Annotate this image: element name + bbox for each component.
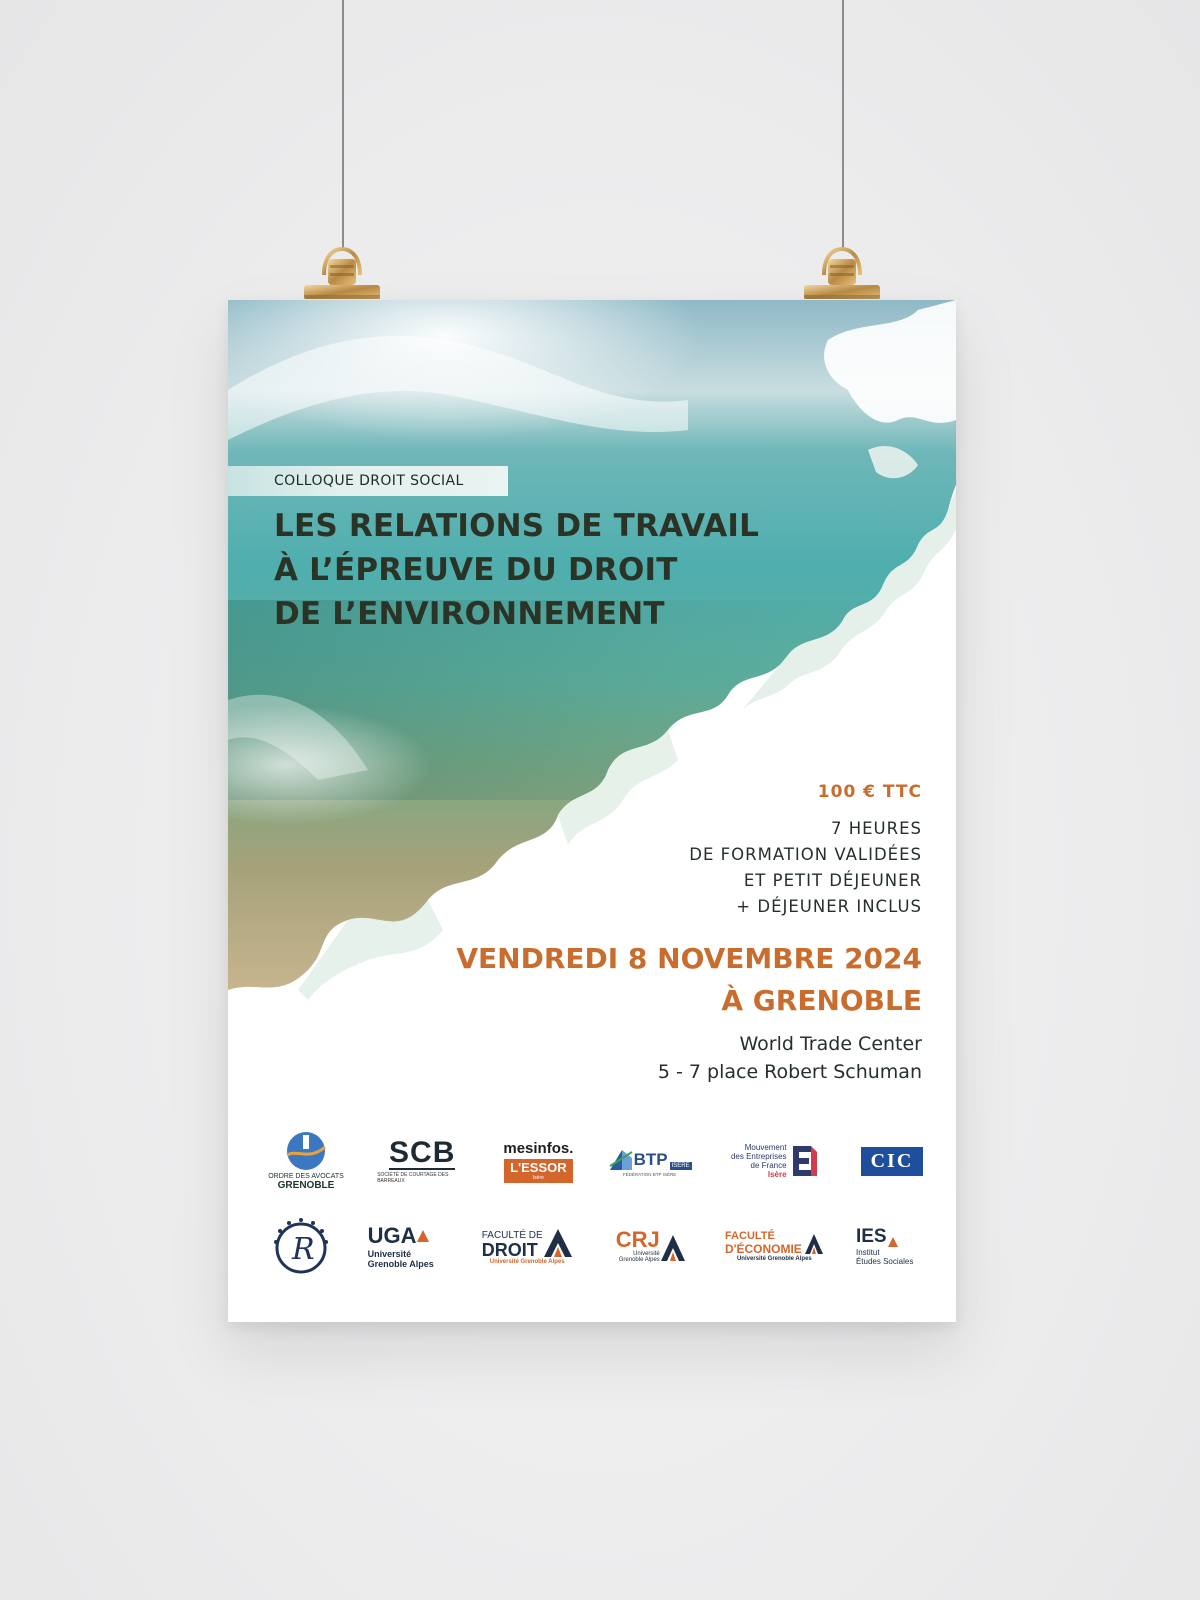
poster-title: [274, 504, 914, 636]
title-line-3: DE L’ENVIRONNEMENT: [274, 596, 665, 632]
uga-line-2: Grenoble Alpes: [367, 1259, 434, 1269]
eco-a-icon: [804, 1232, 824, 1256]
ies-line-2: Études Sociales: [855, 1257, 914, 1266]
avocats-emblem-icon: [283, 1131, 329, 1171]
city-line: À GRENOBLE: [721, 984, 922, 1017]
btp-badge: ISERE: [671, 1162, 690, 1169]
venue-block: [658, 1030, 922, 1086]
logo-r-stars: [266, 1215, 336, 1277]
hanging-string-right: [842, 0, 844, 250]
event-type-tag: [228, 466, 508, 496]
r-stars-emblem-icon: [270, 1215, 332, 1277]
venue-address: 5 - 7 place Robert Schuman: [657, 1061, 922, 1083]
date-line: VENDREDI 8 NOVEMBRE 2024: [456, 942, 922, 975]
title-line-2: À L’ÉPREUVE DU DROIT: [274, 552, 678, 588]
droit-a-icon: [543, 1227, 573, 1259]
logo-btp-isere: [610, 1146, 690, 1177]
sponsor-logos-row-1: [266, 1128, 926, 1194]
ies-line-1: Institut: [855, 1248, 880, 1257]
medef-line-4: Isère: [767, 1170, 787, 1179]
medef-text: [731, 1143, 787, 1179]
uga-mark-row: [368, 1223, 431, 1249]
crj-text: [616, 1229, 660, 1263]
droit-line-3: Université Grenoble Alpes: [489, 1259, 565, 1265]
essor-mark: L'ESSOR: [510, 1159, 567, 1175]
logo-medef-isere: [721, 1143, 827, 1179]
venue-name: World Trade Center: [739, 1033, 922, 1055]
hanging-string-left: [342, 0, 344, 250]
cic-mark: CIC: [861, 1147, 924, 1176]
event-date: [456, 938, 922, 1022]
medef-e-icon: [791, 1144, 817, 1178]
training-details: [689, 816, 922, 920]
avocats-line-1: ORDRE DES AVOCATS: [268, 1173, 344, 1180]
uga-mark: UGA: [367, 1223, 417, 1248]
droit-mark-row: [482, 1227, 573, 1259]
logo-cic: [858, 1147, 926, 1176]
crj-a-icon: [660, 1233, 686, 1263]
droit-line-1: FACULTÉ DE: [481, 1230, 543, 1241]
droit-text: [482, 1230, 543, 1259]
logo-faculte-economie: [724, 1230, 824, 1262]
scb-mark: SCB: [389, 1136, 456, 1169]
scb-subtitle: SOCIÉTÉ DE COURTAGE DES BARREAUX: [377, 1172, 449, 1184]
event-type-label: COLLOQUE DROIT SOCIAL: [274, 473, 464, 489]
crj-line-1: Université: [633, 1251, 660, 1257]
sponsor-logos-row-2: [266, 1214, 926, 1278]
eco-line-2: D'ÉCONOMIE: [724, 1242, 802, 1256]
droit-line-2: DROIT: [481, 1240, 538, 1260]
medef-line-3: de France: [750, 1161, 787, 1170]
detail-line-3: ET PETIT DÉJEUNER: [743, 871, 922, 890]
avocats-line-2: GRENOBLE: [277, 1180, 335, 1191]
logo-scb: [377, 1138, 467, 1184]
logo-uga: [368, 1223, 446, 1269]
title-line-1: LES RELATIONS DE TRAVAIL: [274, 508, 760, 544]
uga-line-1: Université: [367, 1249, 412, 1259]
svg-text:R: R: [292, 1232, 315, 1267]
logo-ies: [856, 1226, 926, 1266]
detail-line-4: + DÉJEUNER INCLUS: [736, 897, 922, 916]
logo-crj: [609, 1229, 693, 1263]
btp-subtitle: FÉDÉRATION BTP ISÈRE: [622, 1171, 677, 1177]
crj-line-2: Grenoble Alpes: [618, 1257, 660, 1263]
logo-ordre-avocats-grenoble: [266, 1131, 346, 1191]
essor-badge: [504, 1159, 573, 1183]
btp-mark-row: [608, 1146, 692, 1170]
logo-mesinfos-essor: [498, 1140, 578, 1183]
ies-mark-row: [856, 1226, 899, 1248]
essor-sub: Isère: [532, 1174, 544, 1181]
medef-line-2: des Entreprises: [730, 1152, 787, 1161]
ies-triangle-icon: [887, 1236, 899, 1248]
crj-mark: CRJ: [615, 1227, 660, 1252]
eco-line-3: Université Grenoble Alpes: [736, 1256, 812, 1262]
btp-label: BTP: [633, 1149, 668, 1169]
eco-text: [725, 1230, 802, 1256]
uga-triangle-icon: [416, 1229, 430, 1243]
poster: [228, 300, 956, 1322]
medef-line-1: Mouvement: [744, 1143, 787, 1152]
ies-mark: IES: [855, 1226, 887, 1247]
price: 100 € TTC: [817, 782, 922, 802]
logo-faculte-droit: [477, 1227, 577, 1265]
detail-line-2: DE FORMATION VALIDÉES: [689, 845, 922, 864]
eco-line-1: FACULTÉ: [724, 1230, 775, 1242]
detail-line-1: 7 HEURES: [830, 819, 922, 838]
mesinfos-mark: mesinfos.: [503, 1139, 574, 1157]
eco-mark-row: [725, 1230, 824, 1256]
btp-building-icon: [608, 1146, 634, 1170]
